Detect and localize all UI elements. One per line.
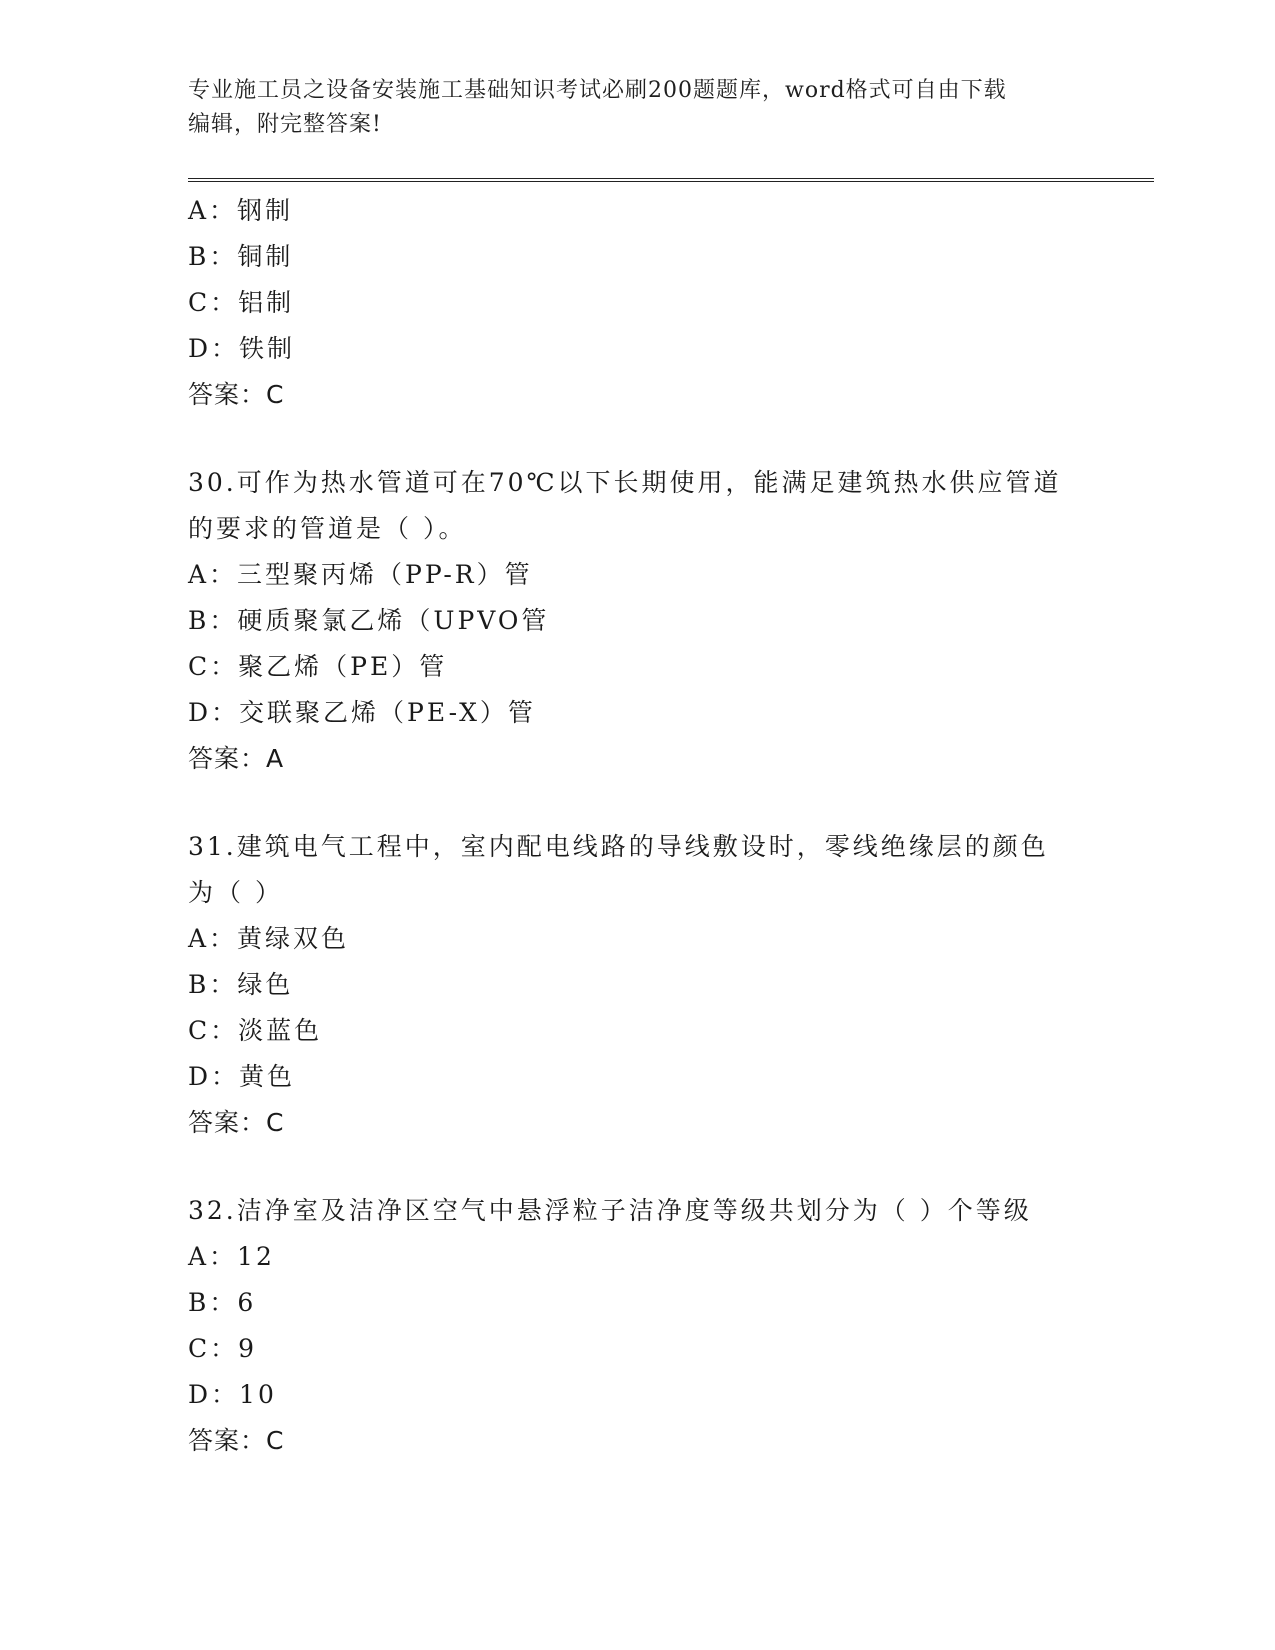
option-b: B：硬质聚氯乙烯（UPVO管 [188, 606, 550, 635]
option-c: C：9 [188, 1334, 258, 1363]
header-divider [188, 178, 1154, 182]
option-a: A：12 [188, 1242, 275, 1271]
option-d: D：铁制 [188, 334, 296, 363]
option-b: B：绿色 [188, 970, 294, 999]
option-b: B：铜制 [188, 242, 294, 271]
option-c: C：铝制 [188, 288, 295, 317]
question-list [188, 188, 1088, 1464]
question-text-line-2: 的要求的管道是（ ）。 [188, 514, 467, 543]
answer: 答案：C [188, 380, 285, 409]
question-spacer [188, 782, 1088, 824]
page-header [188, 74, 1088, 142]
question-spacer [188, 1146, 1088, 1188]
answer: 答案：A [188, 744, 285, 773]
question-spacer [188, 418, 1088, 460]
question-text-line-2: 为（ ） [188, 878, 283, 907]
option-a: A：三型聚丙烯（PP-R）管 [188, 560, 533, 589]
option-d: D：交联聚乙烯（PE-X）管 [188, 698, 536, 727]
answer: 答案：C [188, 1426, 285, 1455]
option-b: B：6 [188, 1288, 257, 1317]
question-text-line-1: 31.建筑电气工程中，室内配电线路的导线敷设时，零线绝缘层的颜色 [188, 832, 1049, 861]
question-30 [188, 460, 1088, 782]
option-a: A：黄绿双色 [188, 924, 350, 953]
option-c: C：聚乙烯（PE）管 [188, 652, 448, 681]
question-text-line-1: 32.洁净室及洁净区空气中悬浮粒子洁净度等级共划分为（ ）个等级 [188, 1196, 1032, 1225]
question-32 [188, 1188, 1088, 1464]
option-a: A：钢制 [188, 196, 294, 225]
answer: 答案：C [188, 1108, 285, 1137]
question-text-line-1: 30.可作为热水管道可在70℃以下长期使用，能满足建筑热水供应管道 [188, 468, 1062, 497]
question-29 [188, 188, 1088, 418]
header-line-2: 编辑，附完整答案! [188, 112, 382, 137]
option-d: D：10 [188, 1380, 277, 1409]
option-d: D：黄色 [188, 1062, 296, 1091]
question-31 [188, 824, 1088, 1146]
option-c: C：淡蓝色 [188, 1016, 323, 1045]
header-line-1: 专业施工员之设备安装施工基础知识考试必刷200题题库，word格式可自由下载 [188, 78, 1007, 103]
